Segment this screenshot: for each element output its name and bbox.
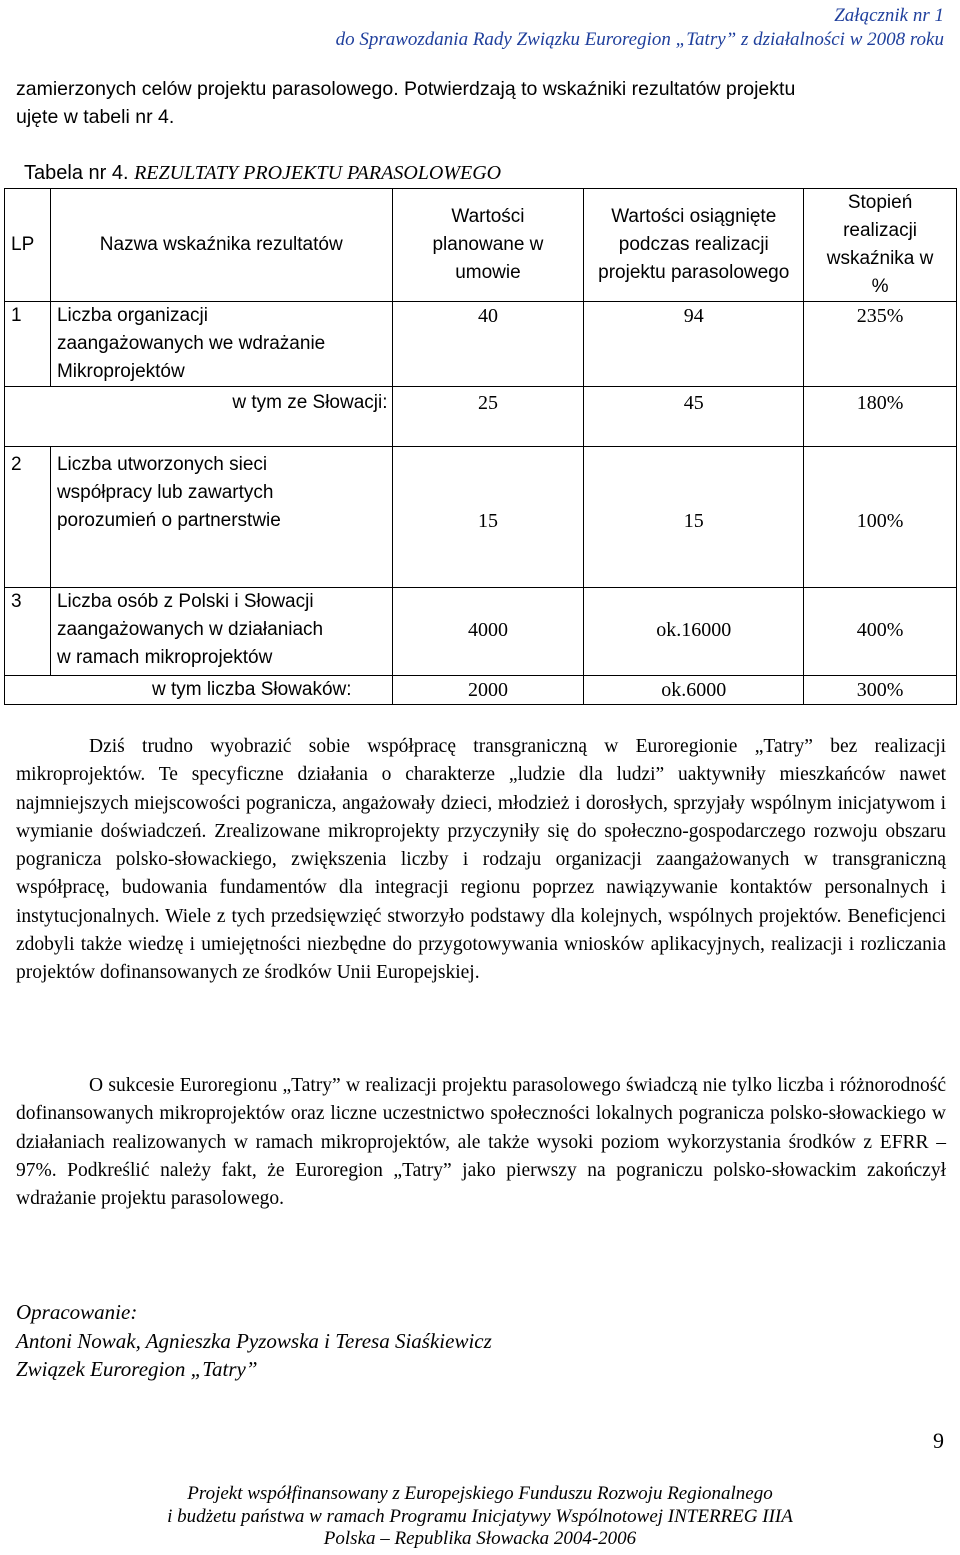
table-caption xyxy=(24,160,501,186)
table-header-row xyxy=(5,189,957,302)
subrow-degree: 300% xyxy=(804,676,957,705)
footer xyxy=(0,1483,960,1551)
row-planned: 40 xyxy=(392,302,584,387)
paragraph-text: Dziś trudno wyobrazić sobie współpracę transgraniczną w Euroregionie „Tatry” bez realizacji mikroprojektów. Te specyficzne działania o charakterze „ludzie dla ludzi” uaktywniły mieszkańców nawet najmniejszych miejscowości pogranicza, angażowały dzieci, młodzież i dorosłych, sprzyjały wspólnym inicjatywom i wymianie doświadczeń. Zrealizowane mikroprojekty przyczyniły się do społeczno-gospodarczego rozwoju obszaru pogranicza polsko-słowackiego, zwiększenia liczby i rodzaju organizacji zaangażowanych w transgraniczną współpracę, budowania fundamentów dla integracji regionu poprzez nawiązywanie kontaktów personalnych i instytucjonalnych. Wiele z tych przedsięwzięć stworzyło podstawy dla kolejnych, wspólnych projektów. Beneficjenci zdobyli także wiedzę i umiejętności niezbędne do przygotowywania wniosków aplikacyjnych, realizacji i rozliczania projektów dofinansowanych ze środków Unii Europejskiej. xyxy=(16,736,946,984)
signature-organization: Związek Euroregion „Tatry” xyxy=(16,1357,258,1381)
header-achieved-values: Wartości osiągnięte podczas realizacji projektu parasolowego xyxy=(584,189,804,302)
row-degree: 100% xyxy=(804,447,957,588)
row-achieved: ok.16000 xyxy=(584,588,804,676)
row-indicator-name: Liczba organizacji zaangażowanych we wdrażanie Mikroprojektów xyxy=(50,302,392,387)
subrow-achieved: 45 xyxy=(584,387,804,447)
subrow-achieved: ok.6000 xyxy=(584,676,804,705)
row-indicator-name: Liczba osób z Polski i Słowacji zaangażowanych w działaniach w ramach mikroprojektów xyxy=(50,588,392,676)
footer-line-1: Projekt współfinansowany z Europejskiego Funduszu Rozwoju Regionalnego xyxy=(187,1483,773,1504)
subrow-label: w tym ze Słowacji: xyxy=(5,387,393,447)
table-row xyxy=(5,588,957,676)
row-achieved: 15 xyxy=(584,447,804,588)
footer-line-3: Polska – Republika Słowacka 2004-2006 xyxy=(323,1528,637,1549)
page-number: 9 xyxy=(933,1428,944,1453)
row-degree: 235% xyxy=(804,302,957,387)
subrow-degree: 180% xyxy=(804,387,957,447)
row-lp: 2 xyxy=(5,447,51,588)
table-caption-title: REZULTATY PROJEKTU PARASOLOWEGO xyxy=(134,162,502,184)
intro-line-1: zamierzonych celów projektu parasolowego. Potwierdzają to wskaźniki rezultatów projektu xyxy=(16,78,796,100)
row-degree: 400% xyxy=(804,588,957,676)
header-annex-label: Załącznik nr 1 xyxy=(834,5,944,26)
body-paragraph-2 xyxy=(16,1072,946,1213)
signature-authors: Antoni Nowak, Agnieszka Pyzowska i Teresa Siaśkiewicz xyxy=(16,1329,492,1353)
results-table xyxy=(4,188,957,705)
table-row xyxy=(5,302,957,387)
header-planned-values: Wartości planowane w umowie xyxy=(392,189,584,302)
row-planned: 4000 xyxy=(392,588,584,676)
table-caption-label: Tabela nr 4. xyxy=(24,162,135,184)
subrow-planned: 2000 xyxy=(392,676,584,705)
row-achieved: 94 xyxy=(584,302,804,387)
row-lp: 1 xyxy=(5,302,51,387)
table-row xyxy=(5,447,957,588)
header-indicator-name: Nazwa wskaźnika rezultatów xyxy=(50,189,392,302)
header-report-title: do Sprawozdania Rady Związku Euroregion „Tatry” z działalności w 2008 roku xyxy=(335,29,944,50)
header-completion-degree: Stopień realizacji wskaźnika w % xyxy=(804,189,957,302)
row-lp: 3 xyxy=(5,588,51,676)
subrow-planned: 25 xyxy=(392,387,584,447)
row-indicator-name: Liczba utworzonych sieci współpracy lub zawartych porozumień o partnerstwie xyxy=(50,447,392,588)
signature-label: Opracowanie: xyxy=(16,1300,138,1324)
subrow-label: w tym liczba Słowaków: xyxy=(5,676,393,705)
paragraph-text: O sukcesie Euroregionu „Tatry” w realizacji projektu parasolowego świadczą nie tylko liczba i różnorodność dofinansowanych mikroprojektów oraz liczne uczestnictwo społeczności lokalnych pogranicza polsko-słowackiego w działaniach realizowanych w ramach mikroprojektów, ale także wysoki poziom wykorzystania środków z EFRR – 97%. Podkreślić należy fakt, że Euroregion „Tatry” jako pierwszy na pograniczu polsko-słowackim zakończył wdrażanie projektu parasolowego. xyxy=(16,1075,946,1210)
footer-line-2: i budżetu państwa w ramach Programu Inicjatywy Wspólnotowej INTERREG IIIA xyxy=(167,1505,793,1527)
body-paragraph-1 xyxy=(16,733,946,988)
row-planned: 15 xyxy=(392,447,584,588)
intro-line-2: ujęte w tabeli nr 4. xyxy=(16,106,175,128)
table-subrow xyxy=(5,676,957,705)
table-subrow xyxy=(5,387,957,447)
header-lp: LP xyxy=(5,189,51,302)
